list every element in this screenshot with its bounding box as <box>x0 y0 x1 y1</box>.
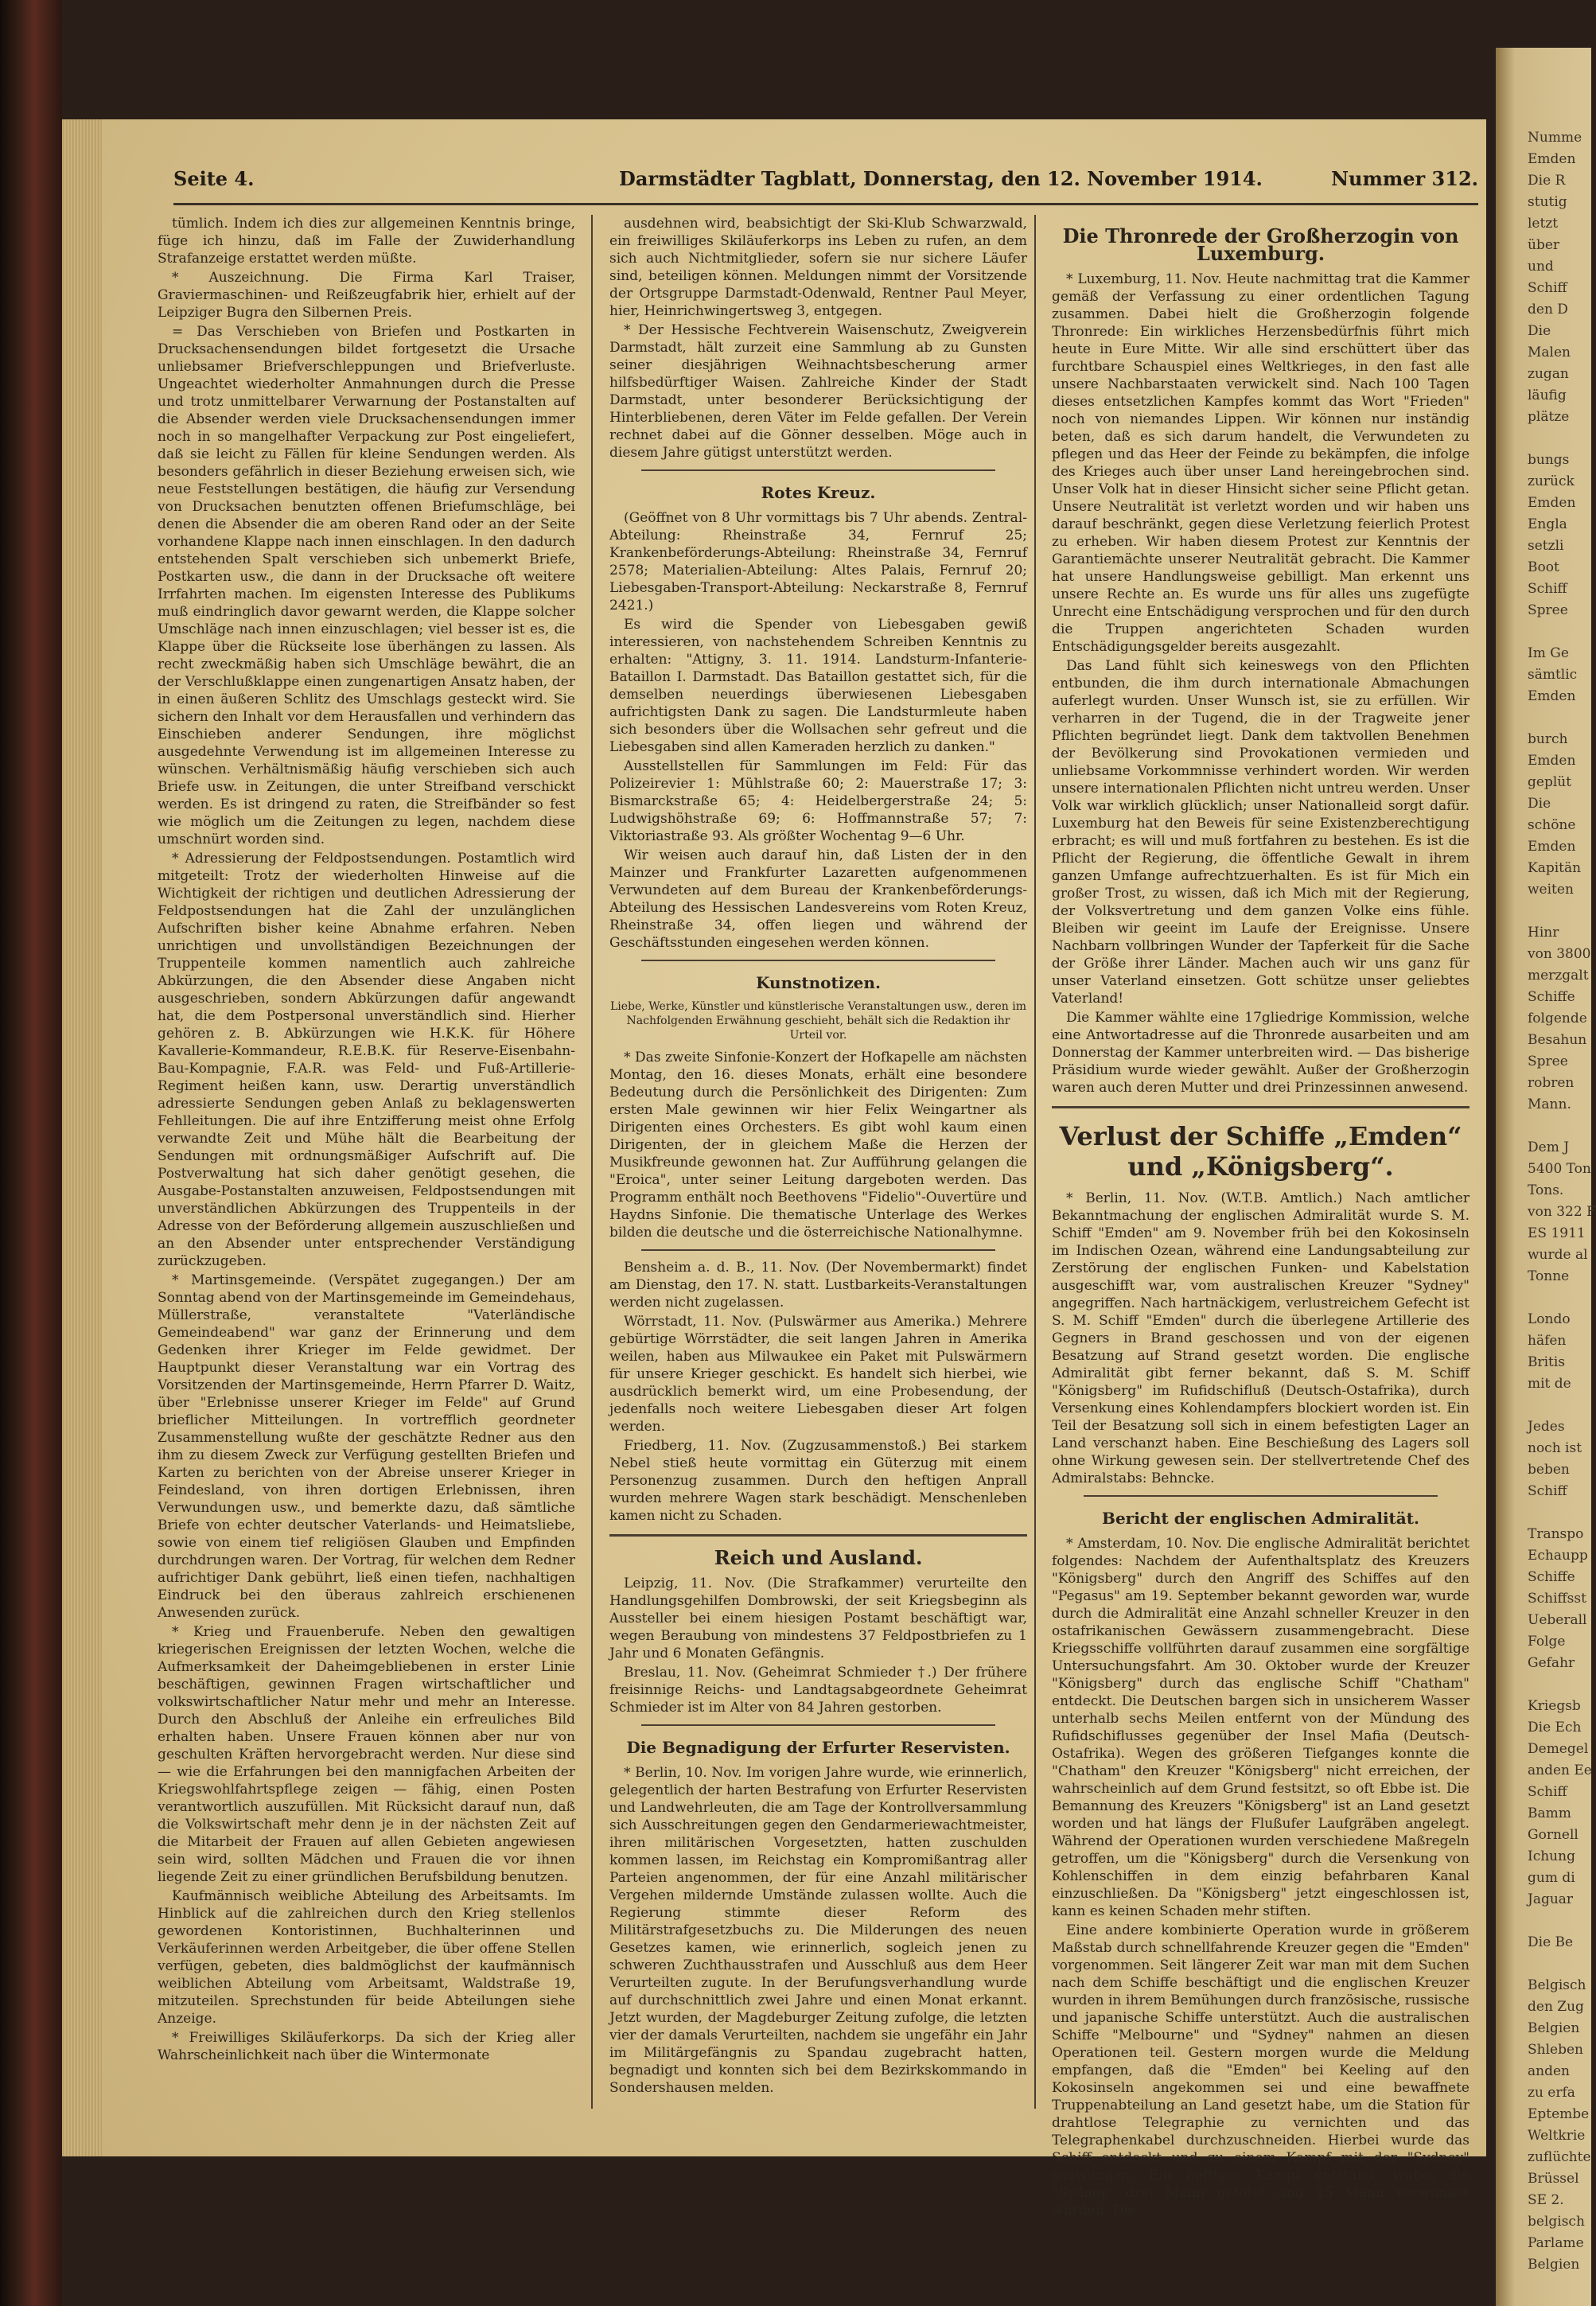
article-text: * Freiwilliges Skiläuferkorps. Da sich der Krieg aller Wahrscheinlichkeit nach über die Wintermonate <box>158 2030 575 2063</box>
article-text: * Berlin, 11. Nov. (W.T.B. Amtlich.) Nach amtlicher Bekanntmachung der englischen Admiralität wurde S. M. Schiff "Emden" am 9. November früh bei den Kokosinseln im Indischen Ozean, während eine Landungsabteilung zur Zerstörung der englischen Funken- und Kabelstation ausgeschifft war, vom australischen Kreuzer "Sydney" angegriffen. Nach hartnäckigem, verlustreichem Gefecht ist S. M. Schiff "Emden" durch die überlegene Artillerie des Gegners in Brand geschossen und von der eigenen Besatzung auf Strand gesetzt worden. Die englische Admiralität gibt ferner bekannt, daß S. M. Schiff "Königsberg" im Rufidschifluß (Deutsch-Ostafrika), durch Versenkung eines Kohlendampfers blockiert worden ist. Ein Teil der Besatzung soll sich in einem befestigten Lager an Land verschanzt haben. Eine Beschießung des Lagers soll ohne Wirkung gewesen sein. Der stellvertretende Chef des Admiralstabs: Behncke. <box>1052 1190 1469 1486</box>
article-text: * Adressierung der Feldpostsendungen. Postamtlich wird mitgeteilt: Trotz der wiederholten Hinweise auf die Wichtigkeit der richtigen und deutlichen Adressierung der Feldpostsendungen hat die Zahl der unzulänglichen Aufschriften bisher keine Abnahme erfahren. Neben unrichtigen und unvollständigen Bezeichnungen der Truppenteile kommen namentlich auch zahlreiche Abkürzungen, die den Absender diese Angaben nicht ausgeschrieben, sondern Abkürzungen dafür angewandt hat, die dem Postpersonal unverständlich sind. Hierher gehören z. B. Abkürzungen wie H.K.K. für Höhere Kavallerie-Kommandeur, R.E.B.K. für Reserve-Eisenbahn-Bau-Kompagnie, F.A.R. was Feld- und Fuß-Artillerie-Regiment heißen kann, usw. Derartig unverständlich adressierte Sendungen geben Anlaß zu beklagenswerten Fehlleitungen. Die auf ihre Entzifferung meist ohne Erfolg verwandte Zeit und Mühe hält die Bearbeitung der Sendungen mit ordnungsmäßiger Aufschrift auf. Die Postverwaltung hat sich daher genötigt gesehen, die Ausgabe-Postanstalten anzuweisen, Feldpostsendungen mit unverständlichen Abkürzungen des Truppenteils in der Adresse von der Beförderung allgemein auszuschließen und an den Absender unter entsprechender Verständigung zurückzugeben. <box>158 851 575 1269</box>
section-divider <box>1052 1106 1469 1108</box>
article-text: * Das zweite Sinfonie-Konzert der Hofkapelle am nächsten Montag, den 16. dieses Monats, erhält eine besondere Bedeutung durch die Persönlichkeit des Dirigenten: Zum ersten Male gewinnen wir hier Felix Weingartner als Dirigenten eines Orchesters. Es gibt wohl kaum einen Dirigenten, der in gleichem Maße die Herzen der Musikfreunde gewonnen hat. Zur Aufführung gelangen die "Eroica", unter seiner Leitung dargeboten werden. Das Programm enthält noch Beethovens "Fidelio"-Ouvertüre und Haydns Sinfonie. Die thematische Unterlage des Werkes bilden die deutsche und die österreichische Nationalhymne. <box>609 1050 1027 1241</box>
article-text: Ausstellstellen für Sammlungen im Feld: Für das Polizeirevier 1: Mühlstraße 60; 2: Mauerstraße 17; 3: Bismarckstraße 65; 4: Heidelbergerstraße 24; 5: Ludwigshöhstraße 69; 6: Hoffmannstraße 57; 7: Viktoriastraße 93. Als größter Wochentag 9—6 Uhr. <box>609 758 1027 844</box>
article-text: * Berlin, 10. Nov. Im vorigen Jahre wurde, wie erinnerlich, gelegentlich der harten Bestrafung von Erfurter Reservisten und Landwehrleuten, die am Tage der Kontrollversammlung sich Ausschreitungen gegen den Gendarmeriewachtmeister, ihren militärischen Vorgesetzten, hatten zuschulden kommen lassen, im Reichstag ein Kompromißantrag aller Parteien angenommen, der für eine Anzahl militärischer Vergehen mildernde Umstände zulassen wollte. Auch die Regierung stimmte dieser Reform des Militärstrafgesetzbuchs zu. Die Milderungen des neuen Gesetzes kamen, wie erinnerlich, sogleich jenen zu schweren Zuchthausstrafen und Ausschluß aus dem Heer Verurteilten zugute. In der Berufungsverhandlung wurde auf durchschnittlich zwei Jahre und einen Monat erkannt. Jetzt wurden, der Magdeburger Zeitung zufolge, die letzten vier der damals Verurteilten, nachdem sie ungefähr ein Jahr im Militärgefängnis zu Spandau zugebracht hatten, begnadigt und konnten sich bei dem Bezirkskommando in Sondershausen melden. <box>609 1765 1027 2096</box>
article-text: * Luxemburg, 11. Nov. Heute nachmittag trat die Kammer gemäß der Verfassung zu einer ordentlichen Tagung zusammen. Dabei hielt die Großherzogin folgende Thronrede: Ein wirkliches Herzensbedürfnis führt mich heute in Eure Mitte. Wir alle sind erschüttert über das furchtbare Schauspiel eines Weltkrieges, in den fast alle unsere Nachbarstaaten verwickelt sind. Nach 100 Tagen dieses entsetzlichen Kampfes kommt das Wort "Frieden" noch von niemandes Lippen. Wir können nur inständig beten, daß es sich darum handelt, die Verwundeten zu pflegen und das Heer der Feinde zu bekämpfen, die infolge des Krieges auch über unser Land hereingebrochen sind. Unser Volk hat in dieser Hinsicht sicher seine Pflicht getan. Unsere Neutralität ist verletzt worden und wir haben uns darauf beschränkt, gegen diese Verletzung feierlich Protest zu erheben. Wir haben diesem Protest zur Kenntnis der Garantiemächte unserer Neutralität gebracht. Die Kammer hat unsere Handlungsweise gebilligt. Man erkennt uns unsere Rechte an. Es wurde uns für alles uns zugefügte Unrecht eine Entschädigung versprochen und für den durch die Truppen angerichteten Schaden wurden Entschädigungsgelder bereits ausgezahlt. <box>1052 271 1469 655</box>
article-text: Kaufmännisch weibliche Abteilung des Arbeitsamts. Im Hinblick auf die zahlreichen durch den Krieg stellenlos gewordenen Kontoristinnen, Buchhalterinnen und Verkäuferinnen werden Arbeitgeber, die über offene Stellen verfügen, gebeten, dies baldmöglichst der kaufmännisch weiblichen Abteilung vom Arbeitsamt, Waldstraße 19, mitzuteilen. Sprechstunden für beide Abteilungen siehe Anzeige. <box>158 1888 575 2027</box>
section-divider <box>641 469 995 471</box>
article-text: Wir weisen auch darauf hin, daß Listen der in den Mainzer und Frankfurter Lazaretten aufgenommenen Verwundeten auf dem Bureau der Krankenbeförderungs-Abteilung des Hessischen Landesvereins vom Roten Kreuz, Rheinstraße 34, offen liegen und während der Geschäftsstunden eingesehen werden können. <box>609 847 1027 951</box>
header-rule <box>173 203 1478 205</box>
article-text: Eine andere kombinierte Operation wurde in größerem Maßstab durch schnellfahrende Kreuzer gegen die "Emden" vorgenommen. Seit längerer Zeit war man mit dem Suchen nach dem Schiffe beschäftigt und die englischen Kreuzer wurden in ihrem Bemühungen durch französische, russische und japanische Schiffe unterstützt. Auch die australischen Schiffe "Melbourne" und "Sydney" nahmen an diesen Operationen teil. Gestern morgen wurde die Meldung empfangen, daß die "Emden" bei Keeling auf den Kokosinseln angekommen sei und eine bewaffnete Truppenabteilung an Land gesetzt habe, um die Station für drahtlose Telegraphie zu vernichten und das Telegraphenkabel durchzuschneiden. Hierbei wurde das Schiff entdeckt und zu einem Kampf mit der "Sydney" gezwungen. Ein heftiger Kampf entstand, wobei die "Sydney" drei Mann getötet und 15 Mann verwundet wurden. Die <box>1052 1922 1469 2218</box>
section-heading-kunstnotizen: Kunstnotizen. <box>756 973 881 992</box>
section-heading-rotes-kreuz: Rotes Kreuz. <box>761 483 876 502</box>
facing-page <box>1496 48 1596 2306</box>
article-text: Breslau, 11. Nov. (Geheimrat Schmieder †.) Der frühere freisinnige Reichs- und Landtagsabgeordnete Geheimrat Schmieder ist im Alter von 84 Jahren gestorben. <box>609 1665 1027 1716</box>
article-text: Bensheim a. d. B., 11. Nov. (Der Novembermarkt) findet am Dienstag, den 17. N. statt. Lustbarkeits-Veranstaltungen werden nicht zugelassen. <box>609 1260 1027 1311</box>
article-text: ausdehnen wird, beabsichtigt der Ski-Klub Schwarzwald, ein freiwilliges Skiläuferkorps ins Leben zu rufen, an dem sich auch Nichtmitglieder, sofern sie nur sichere Läufer sind, beteiligen können. Meldungen nimmt der Vorsitzende der Ortsgruppe Darmstadt-Odenwald, Rentner Paul Meyer, hier, Heinrichwingertsweg 3, entgegen. <box>609 216 1027 319</box>
section-divider <box>641 960 995 961</box>
section-divider <box>641 1724 995 1726</box>
column-2 <box>609 215 1027 2140</box>
article-text: * Der Hessische Fechtverein Waisenschutz, Zweigverein Darmstadt, hält zurzeit eine Sammlung ab zu Gunsten seiner diesjährigen Weihnachtsbescherung armer hilfsbedürftiger Waisen. Zahlreiche Kinder der Stadt Darmstadt, unter besonderer Berücksichtigung der Hinterbliebenen, deren Väter im Felde gefallen. Der Verein rechnet dabei auf die Gönner desselben. Möge auch in diesem Jahre gütigst unterstützt werden. <box>609 322 1027 461</box>
article-text: tümlich. Indem ich dies zur allgemeinen Kenntnis bringe, füge ich hinzu, daß im Falle der Zuwiderhandlung Strafanzeige erstattet werden müßte. <box>158 216 575 267</box>
section-divider <box>641 1249 995 1251</box>
article-text: Die Kammer wählte eine 17gliedrige Kommission, welche eine Antwortadresse auf die Thronrede ausarbeiten und am Donnerstag der Kammer unterbreiten wird. — Das bisherige Präsidium wurde wieder gewählt. Außer der Großherzogin waren auch deren Mutter und drei Prinzessinnen anwesend. <box>1052 1010 1469 1096</box>
article-text: = Das Verschieben von Briefen und Postkarten in Drucksachensendungen bildet fortgesetzt die Ursache unliebsamer Briefverschleppungen und Briefverluste. Ungeachtet wiederholter Anmahnungen durch die Presse und trotz unmittelbarer Verwarnung der Postanstalten auf die Absender werden viele Drucksachensendungen immer noch in so mangelhafter Verpackung zur Post eingeliefert, daß sie leicht zu Fällen für kleine Sendungen werden. Als besonders gefährlich in dieser Beziehung erweisen sich, wie neue Feststellungen bestätigen, die häufig zur Versendung von Drucksachen benutzten offenen Briefumschläge, bei denen die Absender die am oberen Rand oder an der Seite vorhandene Klappe nach innen einschlagen. In den dadurch entstehenden Spalt verschieben sich unbemerkt Briefe, Postkarten usw., die dann in der Drucksache oft weitere Irrfahrten machen. Im eigensten Interesse des Publikums muß eindringlich davor gewarnt werden, die Klappe solcher Umschläge nach innen einzuschlagen; viel besser ist es, die Klappe über die Rückseite lose überhängen zu lassen. Als recht zweckmäßig haben sich Umschläge bewährt, die an der Verschlußklappe einen zungenartigen Ansatz haben, der in einen äußeren Schlitz des Umschlags gesteckt wird. Sie sichern den Inhalt vor dem Herausfallen und verhindern das Einschieben anderer Sendungen, ihre möglichst ausgedehnte Verwendung ist im allgemeinen Interesse zu wünschen. Verhältnismäßig häufig verschieben sich auch Briefe usw. in Zeitungen, die unter Streifband verschickt werden. Es ist dringend zu raten, die Streifbänder so fest wie möglich um die Zeitungen zu legen, nachdem diese umschnürt worden sind. <box>158 324 575 847</box>
page-edges <box>62 119 102 2156</box>
column-1 <box>158 215 575 2140</box>
issue-number: Nummer 312. <box>1331 167 1478 190</box>
page-header <box>173 167 1478 199</box>
facing-page-text: Numme Emden Die R stutig letzt über und Schiff den D Die Malen zugan läufig plätze bungs zurück Emden Engla setzli Boot Schiff Spree Im Ge sämtlic Emden burch Emden geplüt Die schöne Emden Kapitän weiten Hinr von 3800 merzgalt Schiffe folgende Besahun Spree robren Mann. Dem J 5400 Ton Tons. von 322 F ES 1911 wurde al Tonne Londo häfen Britis mit de Jedes noch ist beben Schiff Transpo Echaupp Schiffe Schiffsst Ueberall Folge Gefahr Kriegsb Die Ech Demegel anden Ee Schiff Bamm Gornell Ichung gum di Jaguar Die Be Belgisch den Zug Belgien Shleben anden zu erfa Eptembe Weltkrie zuflüchte Brüssel SE 2. belgisch Parlame Belgien <box>1528 130 1596 2273</box>
article-heading-begnadigung: Die Begnadigung der Erfurter Reservisten. <box>626 1738 1010 1757</box>
article-text: Es wird die Spender von Liebesgaben gewiß interessieren, von nachstehendem Schreiben Kenntnis zu erhalten: "Attigny, 3. 11. 1914. Landsturm-Infanterie-Bataillon I. Darmstadt. Das Bataillon gestattet sich, für die demselben neuerdings überwiesenen Liebesgaben aufrichtigsten Dank zu sagen. Die Landsturmleute haben sich besonders über die Wollsachen sehr gefreut und die Liebesgaben sind allen Kameraden herzlich zu danken." <box>609 617 1027 755</box>
article-subheading-bericht: Bericht der englischen Admiralität. <box>1102 1509 1419 1528</box>
book-binding <box>0 0 62 2306</box>
article-text: (Geöffnet von 8 Uhr vormittags bis 7 Uhr abends. Zentral-Abteilung: Rheinstraße 34, Fernruf 25; Krankenbeförderungs-Abteilung: Rheinstraße 34, Fernruf 2578; Materialien-Abteilung: Altes Palais, Fernruf 20; Liebesgaben-Transport-Abteilung: Neckarstraße 8, Fernruf 2421.) <box>609 510 1027 614</box>
article-text: Wörrstadt, 11. Nov. (Pulswärmer aus Amerika.) Mehrere gebürtige Wörrstädter, die seit langen Jahren in Amerika weilen, haben aus Milwaukee ein Paket mit Pulswärmern für unsere Krieger geschickt. Es handelt sich hierbei, wie ausdrücklich bemerkt wird, um eine Probesendung, der jedenfalls noch weitere Liebesgaben dieser Art folgen werden. <box>609 1314 1027 1435</box>
column-3 <box>1052 215 1469 2218</box>
newspaper-page <box>102 119 1486 2218</box>
article-text: * Auszeichnung. Die Firma Karl Traiser, Graviermaschinen- und Reißzeugfabrik hier, erhielt auf der Leipziger Bugra den Silbernen Preis. <box>158 270 575 321</box>
section-heading-reich-ausland: Reich und Ausland. <box>714 1546 923 1569</box>
section-divider <box>609 1534 1027 1537</box>
newspaper-title: Darmstädter Tagblatt, Donnerstag, den 12. November 1914. <box>619 167 1263 190</box>
column-rule <box>1034 215 1036 2109</box>
page-number: Seite 4. <box>173 167 255 190</box>
article-text: Friedberg, 11. Nov. (Zugzusammenstoß.) Bei starkem Nebel stieß heute vormittag ein Güterzug mit einem Personenzug zusammen. Durch den heftigen Anprall wurden mehrere Wagen stark beschädigt. Menschenleben kamen nicht zu Schaden. <box>609 1438 1027 1524</box>
article-heading-thronrede: Die Thronrede der Großherzogin von Luxemburg. <box>1062 224 1459 265</box>
article-text: Leipzig, 11. Nov. (Die Strafkammer) verurteilte den Handlungsgehilfen Dombrowski, der seit Kriegsbeginn als Aussteller bei einem hiesigen Postamt beschäftigt war, wegen Beraubung von mindestens 37 Feldpostbriefen zu 1 Jahr und 6 Monaten Gefängnis. <box>609 1576 1027 1661</box>
column-rule <box>591 215 593 2109</box>
article-text: Das Land fühlt sich keineswegs von den Pflichten entbunden, die ihm durch internationale Abmachungen auferlegt wurden. Unser Wunsch ist, sie zu erfüllen. Wir verharren in der Tugend, die in der Tragweite jener Pflichten begründet liegt. Dank dem taktvollen Benehmen der Bevölkerung sind Provokationen vermieden und unliebsame Vorkommnisse verhindert worden. Wir werden unsere internationalen Pflichten nicht untreu werden. Unser Volk war wirklich glücklich; unser Nationalleid sorgt dafür. Luxemburg hat den Beweis für seine Existenzberechtigung erbracht; es will und muß fortfahren zu bestehen. Es ist die Pflicht der Regierung, die öffentliche Gewalt in ihrem ganzen Umfange aufrechtzuerhalten. Es ist für Mich ein großer Trost, zu wissen, daß ich Mich mit der Regierung, der Volksvertretung und dem ganzen Volke eins fühle. Bleiben wir geeint im Laufe der Ereignisse. Unsere Nachbarn vollbringen Wunder der Tapferkeit für die Sache der Größe ihrer Länder. Machen auch wir uns ganz für unser Vaterland einsetzen. Gott schütze unser geliebtes Vaterland! <box>1052 658 1469 1007</box>
section-note: Liebe, Werke, Künstler und künstlerische Veranstaltungen usw., deren im Nachfolgenden Erwähnung geschieht, behält sich die Redaktion ihr Urteil vor. <box>610 1000 1026 1042</box>
section-divider <box>1084 1495 1438 1497</box>
article-text: * Martinsgemeinde. (Verspätet zugegangen.) Der am Sonntag abend von der Martinsgemeinde im Gemeindehaus, Müllerstraße, veranstaltete "Vaterländische Gemeindeabend" war ganz der Erinnerung und dem Gedenken ihrer Krieger im Felde gewidmet. Der Hauptpunkt dieser Veranstaltung war ein Vortrag des Vorsitzenden der Martinsgemeinde, Herrn Pfarrer D. Waitz, über "Erlebnisse unserer Krieger im Felde" auf Grund brieflicher Mitteilungen. In vortrefflich geordneter Zusammenstellung wußte der geschätzte Redner aus den ihm zu diesem Zweck zur Verfügung gestellten Briefen und Karten zu berichten von der Abreise unserer Krieger in Feindesland, von ihren dortigen Erlebnissen, ihren Verwundungen usw., und bemerkte dazu, daß sämtliche Briefe von echter deutscher Vaterlands- und Heimatsliebe, sowie von einem tief religiösen Glauben und Empfinden durchdrungen waren. Der Vortrag, für welchen dem Redner aufrichtiger Dank gebührt, ließ einen tiefen, nachhaltigen Eindruck bei den überaus zahlreich erschienenen Anwesenden zurück. <box>158 1272 575 1621</box>
article-text: * Krieg und Frauenberufe. Neben den gewaltigen kriegerischen Ereignissen der letzten Wochen, welche die Aufmerksamkeit der Daheimgebliebenen in erster Linie beschäftigen, gewinnen Fragen wirtschaftlicher und volkswirtschaftlicher Natur mehr und mehr an Interesse. Durch den Abschluß der Anleihe ein erfreuliches Bild erhalten haben. Unsere Frauen können aber nur von geschulten Kräften hervorgebracht werden. Nur diese sind — wie die Erfahrungen bei den mannigfachen Arbeiten der Kriegswohlfahrtspflege zeigen — fähig, einen Posten verantwortlich auszufüllen. Mit Rücksicht darauf nun, daß die Volkswirtschaft mehr denn je in der nächsten Zeit auf die Mitarbeit der Frauen auf allen Gebieten angewiesen sein wird, sollten Mädchen und Frauen die vor ihnen liegende Zeit zu einer gründlichen Berufsbildung benutzen. <box>158 1624 575 1885</box>
article-text: * Amsterdam, 10. Nov. Die englische Admiralität berichtet folgendes: Nachdem der Aufenthaltsplatz des Kreuzers "Königsberg" durch den Angriff des Schiffes auf den "Pegasus" am 19. September bekannt geworden war, wurde durch die Admiralität eine Anzahl schneller Kreuzer in den ostafrikanischen Gewässern zusammengebracht. Diese Kriegsschiffe vollführten darauf zusammen eine sorgfältige Untersuchungsfahrt. Am 30. Oktober wurde der Kreuzer "Königsberg" durch das englische Schiff "Chatham" entdeckt. Die Deutschen bargen sich in unsicherem Wasser unterhalb sechs Meilen entfernt von der Mündung des Rufidschiflusses gegenüber der Insel Mafia (Deutsch-Ostafrika). Wegen des größeren Tiefganges konnte die "Chatham" den Kreuzer "Königsberg" nicht erreichen, der wahrscheinlich auf dem Grund festsitzt, so oft Ebbe ist. Die Bemannung des Kreuzers "Königsberg" ist an Land gesetzt worden und hat längs der Flußufer Laufgräben angelegt. Während der Operationen wurden verschiedene Maßregeln getroffen, um die "Königsberg" durch die Versenkung von Kohlenschiffen in dem einzig befahrbaren Kanal einzuschließen. Da "Königsberg" jetzt eingeschlossen ist, kann es keinen Schaden mehr stiften. <box>1052 1536 1469 1919</box>
article-heading-verlust-schiffe: Verlust der Schiffe „Emden“ und „Königsberg“. <box>1059 1121 1462 1182</box>
